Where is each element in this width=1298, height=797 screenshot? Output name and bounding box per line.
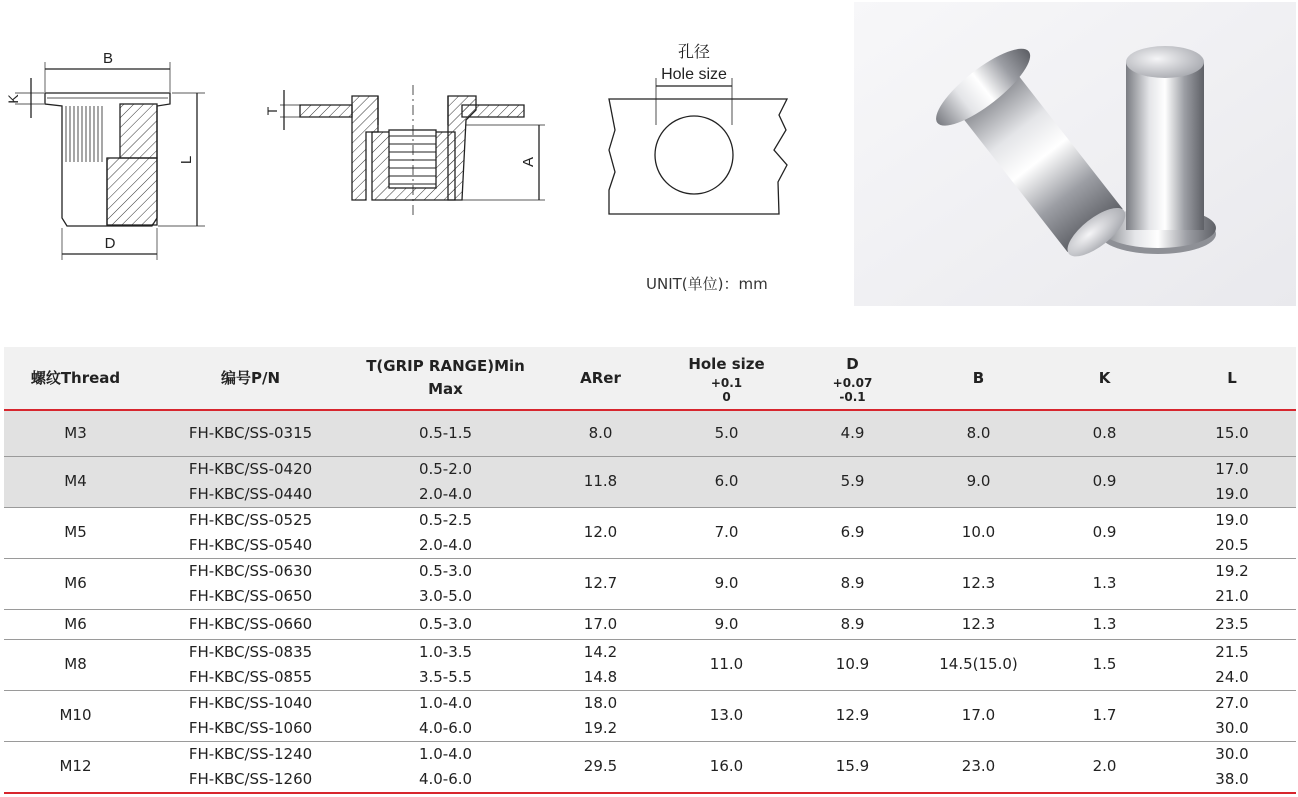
cell-line: 19.2 — [583, 718, 618, 737]
cell-line: 0.5-3.0 — [418, 614, 473, 633]
hole-size-label-en: Hole size — [661, 66, 727, 83]
cell-b: 14.5(15.0) — [916, 639, 1041, 690]
cell-pn — [147, 507, 354, 558]
dim-l-label: L — [178, 155, 195, 165]
cell-line: 4.0-6.0 — [418, 769, 473, 788]
cell-line: 14.8 — [583, 667, 618, 686]
cell-l — [1168, 741, 1296, 793]
header-k: K — [1041, 347, 1168, 410]
cell-line: FH-KBC/SS-0540 — [188, 535, 313, 554]
cell-k: 0.8 — [1041, 410, 1168, 456]
cell-grip-range — [354, 558, 537, 609]
cell-line: 18.0 — [583, 693, 618, 712]
cell-d: 15.9 — [789, 741, 916, 793]
cell-line: 21.0 — [1215, 586, 1249, 605]
header-hole-size: Hole size +0.1 0 — [664, 347, 789, 410]
cell-line: 2.0-4.0 — [418, 535, 473, 554]
cell-pn — [147, 690, 354, 741]
table-row — [4, 507, 1296, 558]
cell-line: 24.0 — [1215, 667, 1249, 686]
cell-line: FH-KBC/SS-0630 — [188, 561, 313, 580]
cell-pn — [147, 639, 354, 690]
cell-line: 38.0 — [1215, 769, 1249, 788]
cell-d: 8.9 — [789, 609, 916, 639]
cell-a — [537, 639, 664, 690]
cell-line: 17.0 — [583, 614, 618, 633]
cell-grip-range — [354, 410, 537, 456]
cell-b: 8.0 — [916, 410, 1041, 456]
cell-grip-range — [354, 690, 537, 741]
cell-line: 1.0-3.5 — [418, 642, 473, 661]
rivet-nut-side-drawing — [15, 62, 205, 260]
dim-k-label: K — [5, 94, 21, 104]
cell-thread: M5 — [4, 507, 147, 558]
cell-line: FH-KBC/SS-0650 — [188, 586, 313, 605]
cell-line: 12.7 — [583, 574, 618, 592]
cell-k: 1.3 — [1041, 558, 1168, 609]
header-d: D +0.07 -0.1 — [789, 347, 916, 410]
cell-thread: M8 — [4, 639, 147, 690]
cell-line: 29.5 — [583, 757, 618, 775]
table-row — [4, 456, 1296, 507]
product-photo — [854, 2, 1296, 306]
header-l: L — [1168, 347, 1296, 410]
cell-d: 8.9 — [789, 558, 916, 609]
cell-line: 14.2 — [583, 642, 618, 661]
cell-b: 9.0 — [916, 456, 1041, 507]
cell-line: 19.0 — [1215, 484, 1249, 503]
table-header-row — [4, 347, 1296, 410]
cell-line: 1.0-4.0 — [418, 693, 473, 712]
cell-k: 1.5 — [1041, 639, 1168, 690]
cell-l — [1168, 609, 1296, 639]
table-row — [4, 558, 1296, 609]
cell-thread: M3 — [4, 410, 147, 456]
cell-b: 10.0 — [916, 507, 1041, 558]
technical-drawings — [0, 0, 850, 310]
hole-size-drawing — [609, 78, 787, 214]
cell-thread: M6 — [4, 609, 147, 639]
cell-line: 0.5-3.0 — [418, 561, 473, 580]
cell-thread: M6 — [4, 558, 147, 609]
cell-line: 3.5-5.5 — [418, 667, 473, 686]
cell-b: 12.3 — [916, 558, 1041, 609]
cell-line: FH-KBC/SS-0855 — [188, 667, 313, 686]
cell-line: 30.0 — [1215, 718, 1249, 737]
cell-l — [1168, 410, 1296, 456]
cell-thread: M12 — [4, 741, 147, 793]
header-grip-range: T(GRIP RANGE)Min Max — [354, 347, 537, 410]
unit-label: UNIT(单位)：mm — [646, 275, 768, 293]
cell-hole-size: 6.0 — [664, 456, 789, 507]
cell-grip-range — [354, 741, 537, 793]
cell-l — [1168, 507, 1296, 558]
cell-grip-range — [354, 456, 537, 507]
header-a: ARer — [537, 347, 664, 410]
cell-a — [537, 741, 664, 793]
cell-line: FH-KBC/SS-0420 — [188, 459, 313, 478]
cell-line: FH-KBC/SS-1260 — [188, 769, 313, 788]
cell-line: 4.0-6.0 — [418, 718, 473, 737]
cell-line: 3.0-5.0 — [418, 586, 473, 605]
cell-d: 12.9 — [789, 690, 916, 741]
table-row — [4, 609, 1296, 639]
dim-t-label: T — [264, 106, 280, 116]
cell-grip-range — [354, 507, 537, 558]
cell-hole-size: 16.0 — [664, 741, 789, 793]
cell-thread: M4 — [4, 456, 147, 507]
header-b: B — [916, 347, 1041, 410]
dim-a-label: A — [520, 156, 537, 168]
cell-line: FH-KBC/SS-0315 — [188, 423, 313, 442]
cell-k: 2.0 — [1041, 741, 1168, 793]
cell-grip-range — [354, 609, 537, 639]
cell-line: 2.0-4.0 — [418, 484, 473, 503]
cell-pn — [147, 609, 354, 639]
cell-line: 8.0 — [588, 423, 613, 442]
cell-hole-size: 5.0 — [664, 410, 789, 456]
cell-d: 4.9 — [789, 410, 916, 456]
cell-l — [1168, 456, 1296, 507]
dim-b-label: B — [102, 50, 114, 67]
table-row — [4, 410, 1296, 456]
spec-table — [4, 347, 1296, 794]
header-pn: 编号P/N — [147, 347, 354, 410]
installed-section-drawing — [280, 85, 545, 215]
cell-line: FH-KBC/SS-0835 — [188, 642, 313, 661]
cell-pn — [147, 410, 354, 456]
cell-hole-size: 9.0 — [664, 609, 789, 639]
cell-hole-size: 13.0 — [664, 690, 789, 741]
cell-a — [537, 609, 664, 639]
cell-line: 0.5-2.5 — [418, 510, 473, 529]
cell-hole-size: 7.0 — [664, 507, 789, 558]
cell-line: 11.8 — [583, 472, 618, 490]
cell-line: FH-KBC/SS-1060 — [188, 718, 313, 737]
cell-pn — [147, 558, 354, 609]
cell-line: FH-KBC/SS-1240 — [188, 744, 313, 763]
cell-line: FH-KBC/SS-0660 — [188, 614, 313, 633]
cell-line: 17.0 — [1215, 459, 1249, 478]
cell-line: FH-KBC/SS-1040 — [188, 693, 313, 712]
cell-pn — [147, 456, 354, 507]
cell-d: 6.9 — [789, 507, 916, 558]
cell-d: 5.9 — [789, 456, 916, 507]
cell-b: 17.0 — [916, 690, 1041, 741]
cell-k: 0.9 — [1041, 507, 1168, 558]
cell-line: 0.5-1.5 — [418, 423, 473, 442]
header-thread: 螺纹Thread — [4, 347, 147, 410]
table-row — [4, 690, 1296, 741]
cell-line: 0.5-2.0 — [418, 459, 473, 478]
cell-line: 1.0-4.0 — [418, 744, 473, 763]
cell-line: FH-KBC/SS-0525 — [188, 510, 313, 529]
cell-a — [537, 507, 664, 558]
cell-k: 1.3 — [1041, 609, 1168, 639]
dim-d-label: D — [104, 235, 116, 252]
cell-grip-range — [354, 639, 537, 690]
cell-k: 1.7 — [1041, 690, 1168, 741]
cell-hole-size: 11.0 — [664, 639, 789, 690]
cell-line: 20.5 — [1215, 535, 1249, 554]
cell-hole-size: 9.0 — [664, 558, 789, 609]
cell-line: 19.2 — [1215, 561, 1249, 580]
table-row — [4, 741, 1296, 793]
cell-a — [537, 410, 664, 456]
cell-line: 15.0 — [1215, 423, 1249, 442]
cell-line: 21.5 — [1215, 642, 1249, 661]
table-row — [4, 639, 1296, 690]
cell-line: FH-KBC/SS-0440 — [188, 484, 313, 503]
cell-l — [1168, 558, 1296, 609]
cell-a — [537, 690, 664, 741]
cell-b: 12.3 — [916, 609, 1041, 639]
cell-d: 10.9 — [789, 639, 916, 690]
cell-l — [1168, 690, 1296, 741]
cell-k: 0.9 — [1041, 456, 1168, 507]
cell-line: 23.5 — [1215, 614, 1249, 633]
cell-line: 27.0 — [1215, 693, 1249, 712]
cell-line: 30.0 — [1215, 744, 1249, 763]
cell-a — [537, 558, 664, 609]
cell-pn — [147, 741, 354, 793]
hole-size-label-cn: 孔径 — [677, 44, 711, 61]
cell-thread: M10 — [4, 690, 147, 741]
cell-b: 23.0 — [916, 741, 1041, 793]
cell-l — [1168, 639, 1296, 690]
cell-line: 12.0 — [583, 523, 618, 541]
cell-a — [537, 456, 664, 507]
cell-line: 19.0 — [1215, 510, 1249, 529]
